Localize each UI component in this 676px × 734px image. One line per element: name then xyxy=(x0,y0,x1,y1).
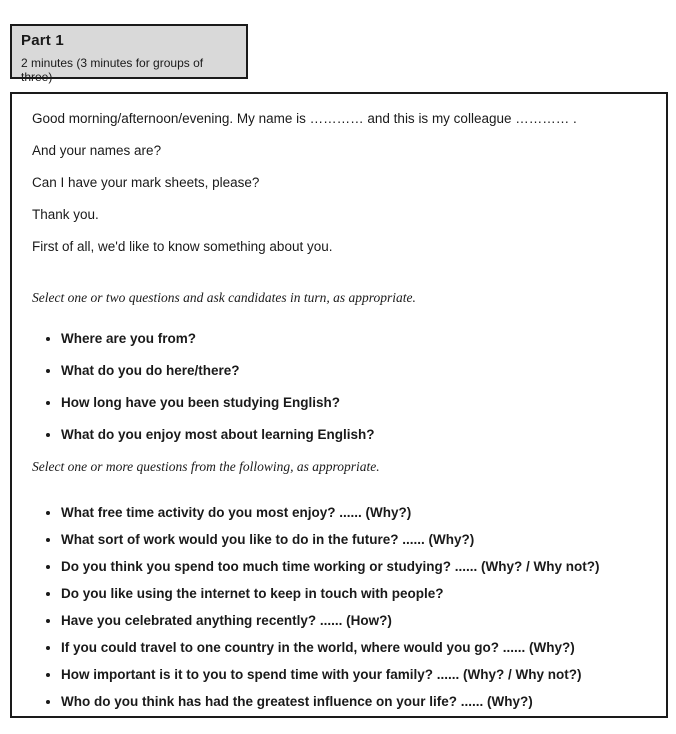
question-item: • What free time activity do you most enjoy? ...... (Why?) xyxy=(61,504,646,522)
question-list-secondary xyxy=(32,504,646,711)
question-item: • If you could travel to one country in the world, where would you go? ...... (Why?) xyxy=(61,639,646,657)
instruction-select-one-or-more: Select one or more questions from the following, as appropriate. xyxy=(32,459,380,474)
question-item: • What sort of work would you like to do in the future? ...... (Why?) xyxy=(61,531,646,549)
spacer xyxy=(32,270,646,279)
script-names-question: And your names are? xyxy=(32,143,162,158)
script-greeting-line: Good morning/afternoon/evening. My name is ………… and this is my colleague ………… . xyxy=(32,111,577,126)
script-thank-you-line: Thank you. xyxy=(32,207,99,222)
question-item: • Have you celebrated anything recently? ...... (How?) xyxy=(61,612,646,630)
question-list-primary xyxy=(32,330,646,444)
question-item: • Do you like using the internet to keep in touch with people? xyxy=(61,585,646,603)
question-item: • Who do you think has had the greatest influence on your life? ...... (Why?) xyxy=(61,693,646,711)
part-header-box xyxy=(10,24,248,84)
question-item: • Where are you from? xyxy=(61,330,646,348)
script-mark-sheets-line: Can I have your mark sheets, please? xyxy=(32,175,260,190)
question-item: • What do you do here/there? xyxy=(61,362,646,380)
script-first-of-all-line: First of all, we'd like to know something about you. xyxy=(32,239,333,254)
part-duration: 2 minutes (3 minutes for groups of three) xyxy=(21,56,204,84)
question-item: • How important is it to you to spend time with your family? ...... (Why? / Why not?) xyxy=(61,666,646,684)
examiner-script-box xyxy=(10,92,668,718)
question-item: • What do you enjoy most about learning English? xyxy=(61,426,646,444)
question-item: • How long have you been studying English? xyxy=(61,394,646,412)
instruction-select-one-or-two: Select one or two questions and ask candidates in turn, as appropriate. xyxy=(32,290,416,305)
question-item: • Do you think you spend too much time working or studying? ...... (Why? / Why not?) xyxy=(61,558,646,576)
part-title: Part 1 xyxy=(21,32,64,49)
